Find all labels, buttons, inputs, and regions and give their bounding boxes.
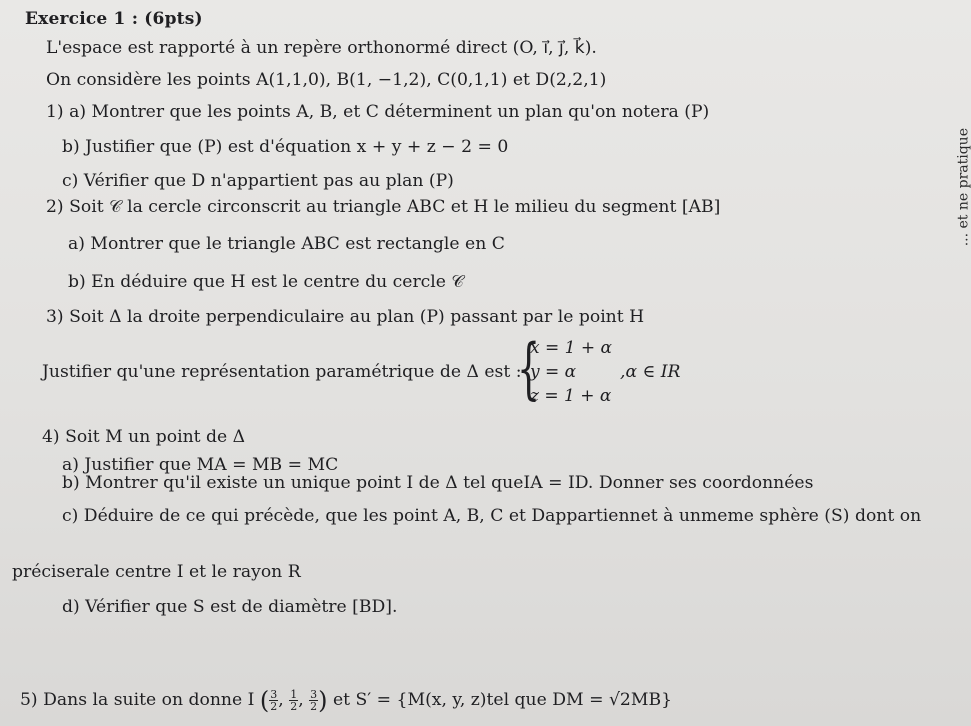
- question-4d: d) Vérifier que S est de diamètre [BD].: [62, 597, 398, 617]
- question-4a: a) Justifier que MA = MB = MC: [62, 455, 339, 475]
- fraction-z: $\frac{3}{2}$: [310, 688, 318, 713]
- intro-line-2: On considère les points A(1,1,0), B(1, −1,2), C(0,1,1) et D(2,2,1): [46, 70, 607, 90]
- intro-line-1: L'espace est rapporté à un repère orthonormé direct (O, i⃗, j⃗, k⃗).: [46, 38, 597, 58]
- question-3-text: Justifier qu'une représentation paramétrique de Δ est :: [42, 362, 522, 382]
- system-line-y: y = α: [530, 362, 577, 382]
- exercise-title: Exercice 1 : (6pts): [25, 9, 203, 29]
- system-line-x: x = 1 + α: [530, 338, 612, 358]
- question-5-end: et S′ = {M(x, y, z)tel que DM = √2MB}: [332, 690, 673, 710]
- question-4c-continued: préciserale centre I et le rayon R: [12, 562, 301, 582]
- fraction-x: $\frac{3}{2}$: [270, 688, 278, 713]
- question-1c: c) Vérifier que D n'appartient pas au plan (P): [62, 171, 454, 191]
- system-brace: {: [517, 330, 541, 407]
- question-5: 5) Dans la suite on donne I ( $\frac{3}{2}$ , $\frac{1}{2}$ , $\frac{3}{2}$ ) et S′ = {M(x, y, z)tel que DM = √2MB}: [20, 686, 673, 715]
- question-4: 4) Soit M un point de Δ: [42, 427, 246, 447]
- fraction-y: $\frac{1}{2}$: [290, 688, 298, 713]
- question-2b: b) En déduire que H est le centre du cercle 𝒞: [68, 272, 464, 292]
- system-line-z: z = 1 + α: [530, 386, 612, 406]
- parametric-system: [517, 330, 627, 410]
- question-4c: c) Déduire de ce qui précède, que les point A, B, C et Dappartiennet à unmeme sphère (S) dont on: [62, 506, 922, 526]
- question-4b: b) Montrer qu'il existe un unique point I de Δ tel queIA = ID. Donner ses coordonnées: [62, 473, 814, 493]
- margin-rotated-text: ... et ne pratique: [955, 128, 971, 247]
- question-1b: b) Justifier que (P) est d'équation x + y + z − 2 = 0: [62, 137, 509, 157]
- system-condition: ,α ∈ IR: [620, 362, 681, 382]
- question-2: 2) Soit 𝒞 la cercle circonscrit au triangle ABC et H le milieu du segment [AB]: [46, 197, 721, 217]
- question-5-start: 5) Dans la suite on donne I: [20, 690, 255, 710]
- question-3: 3) Soit Δ la droite perpendiculaire au plan (P) passant par le point H: [46, 307, 645, 327]
- question-2a: a) Montrer que le triangle ABC est rectangle en C: [68, 234, 505, 254]
- question-1a: 1) a) Montrer que les points A, B, et C déterminent un plan qu'on notera (P): [46, 102, 710, 122]
